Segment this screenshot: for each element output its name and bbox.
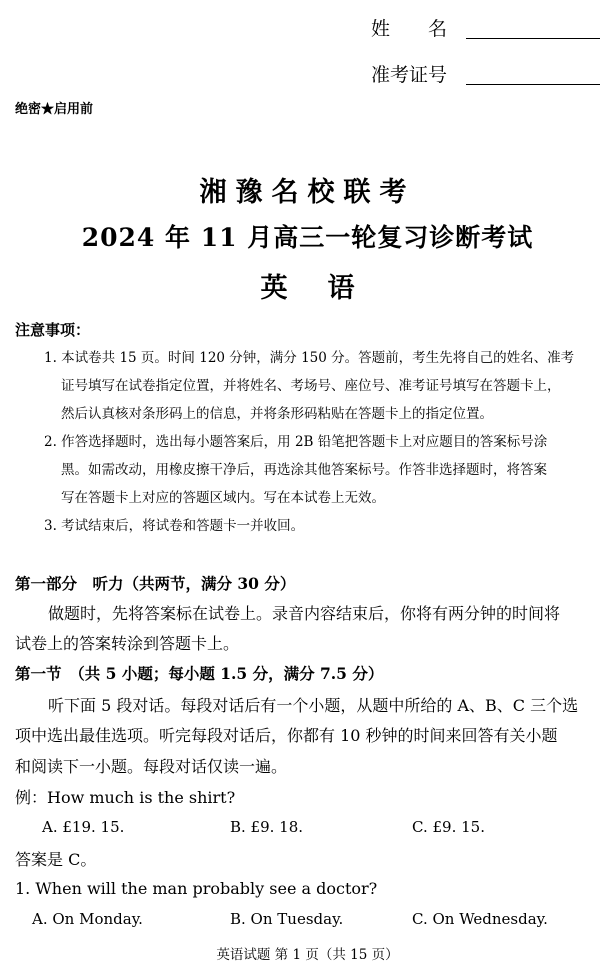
part1-heading: 第一部分 听力（共两节，满分 30 分） — [15, 574, 296, 593]
example-option-c: C. £9. 15. — [412, 818, 485, 836]
example-answer: 答案是 C。 — [15, 850, 97, 869]
question-1-option-b: B. On Tuesday. — [230, 910, 344, 928]
name-underline — [466, 38, 600, 39]
note-line: 2. 作答选择题时，选出每小题答案后，用 2B 铅笔把答题卡上对应题目的答案标号涂 — [44, 434, 548, 450]
section1-heading: 第一节 （共 5 小题；每小题 1.5 分，满分 7.5 分） — [15, 664, 384, 683]
example-option-a: A. £19. 15. — [42, 818, 125, 836]
id-label: 准考证号 — [371, 64, 448, 86]
exam-title-line2: 2024 年 11 月高三一轮复习诊断考试 — [81, 223, 534, 252]
exam-title-line1: 湘豫名校联考 — [199, 177, 416, 208]
page-footer: 英语试题 第 1 页（共 15 页） — [216, 947, 399, 963]
question-1-option-c: C. On Wednesday. — [412, 910, 548, 928]
confidential-label: 绝密★启用前 — [15, 102, 94, 117]
example-option-b: B. £9. 18. — [230, 818, 304, 836]
section1-instruction-line: 和阅读下一小题。每段对话仅读一遍。 — [15, 757, 288, 776]
section1-instruction-line: 听下面 5 段对话。每段对话后有一个小题，从题中所给的 A、B、C 三个选 — [48, 696, 579, 715]
note-line: 1. 本试卷共 15 页。时间 120 分钟，满分 150 分。答题前，考生先将自己的姓名、准考 — [44, 350, 575, 366]
example-question: 例：How much is the shirt? — [15, 788, 236, 807]
section1-instruction-line: 项中选出最佳选项。听完每段对话后，你都有 10 秒钟的时间来回答有关小题 — [15, 726, 558, 745]
part1-intro-line: 做题时，先将答案标在试卷上。录音内容结束后，你将有两分钟的时间将 — [48, 604, 561, 623]
part1-intro-line: 试卷上的答案转涂到答题卡上。 — [15, 634, 240, 653]
question-1-option-a: A. On Monday. — [32, 910, 143, 928]
subject-title: 英语 — [260, 273, 395, 304]
note-line: 证号填写在试卷指定位置，并将姓名、考场号、座位号、准考证号填写在答题卡上， — [61, 378, 561, 394]
id-underline — [466, 84, 600, 85]
notes-heading: 注意事项： — [15, 321, 91, 339]
note-line: 3. 考试结束后，将试卷和答题卡一并收回。 — [44, 518, 305, 534]
note-line: 然后认真核对条形码上的信息，并将条形码粘贴在答题卡上的指定位置。 — [61, 406, 493, 422]
note-line: 写在答题卡上对应的答题区域内。写在本试卷上无效。 — [61, 490, 385, 506]
name-label: 姓 名 — [371, 18, 448, 40]
question-1-text: 1. When will the man probably see a doctor? — [15, 879, 378, 898]
note-line: 黑。如需改动，用橡皮擦干净后，再选涂其他答案标号。作答非选择题时，将答案 — [61, 462, 547, 478]
